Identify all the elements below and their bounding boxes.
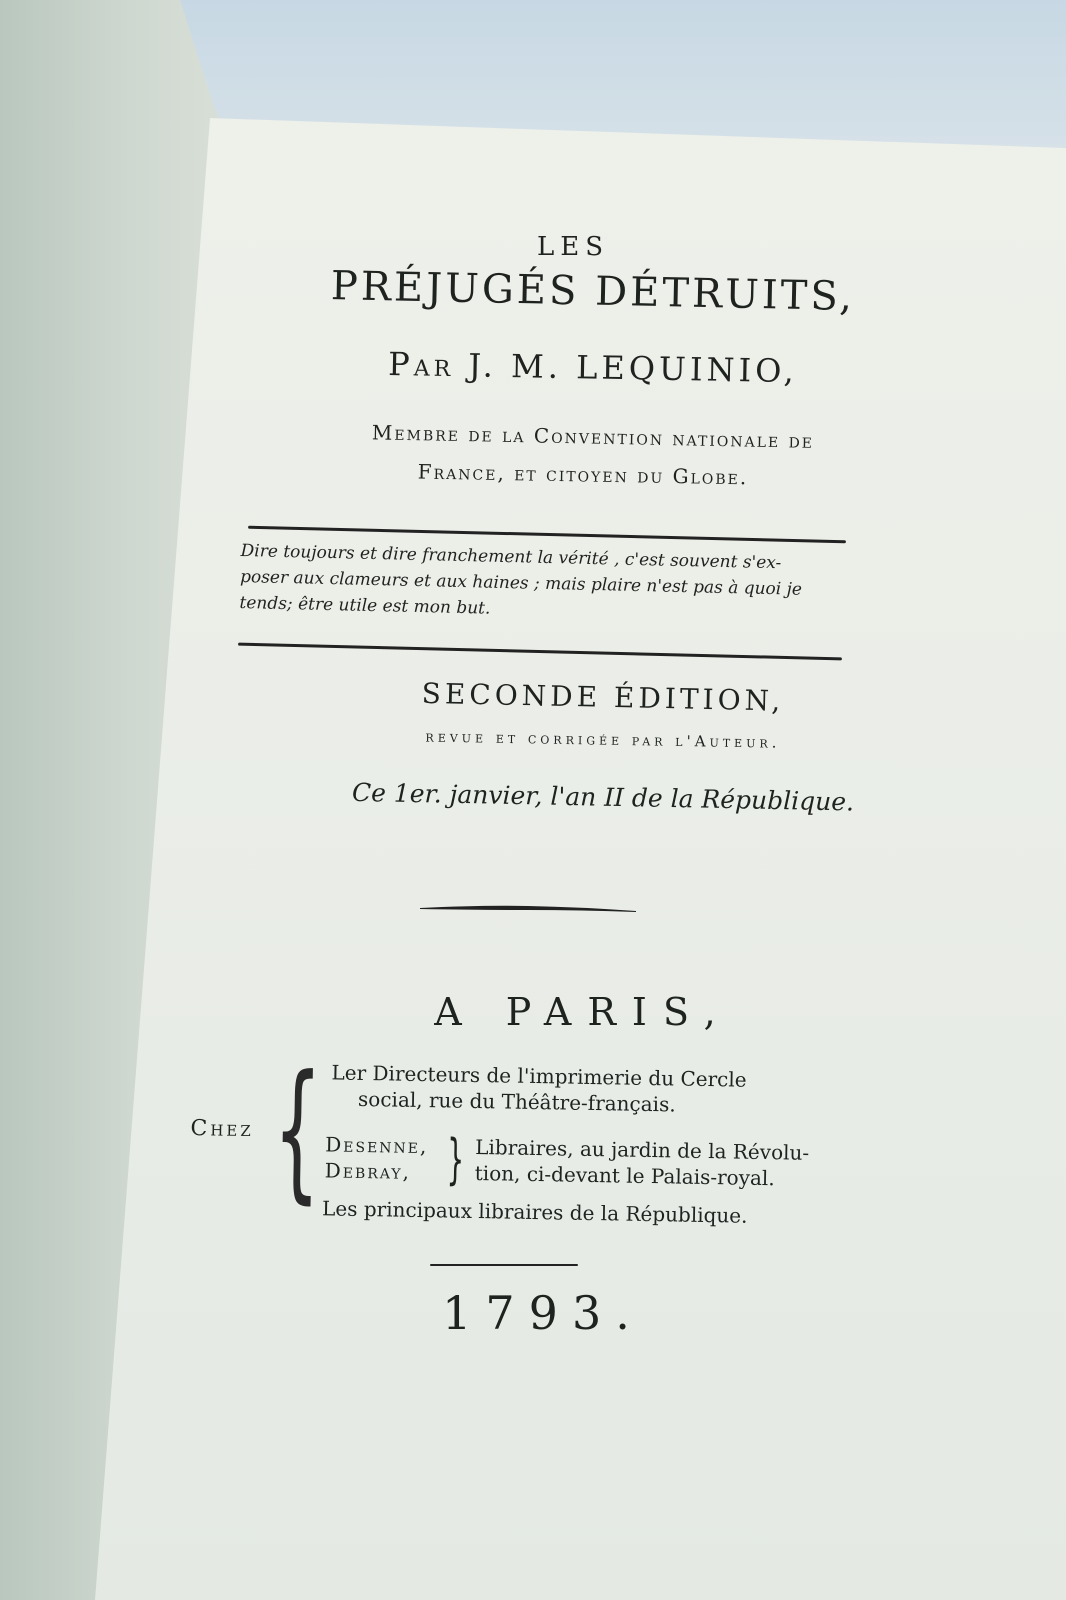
epigraph-line-2: poser aux clameurs et aux haines ; mais plaire n'est pas à quoi je bbox=[239, 566, 803, 600]
revision-line: revue et corrigée par l'Auteur. bbox=[425, 727, 781, 752]
imprint-block bbox=[183, 1043, 886, 1266]
bottom-rule bbox=[238, 643, 842, 661]
author-line: Par J. M. LEQUINIO, bbox=[387, 344, 799, 391]
chez-label: Chez bbox=[190, 1115, 255, 1143]
small-brace-icon: } bbox=[446, 1127, 465, 1191]
bookseller-description-2: tion, ci-devant le Palais-royal. bbox=[474, 1160, 775, 1191]
imprint-line-2: social, rue du Théâtre-français. bbox=[357, 1086, 676, 1117]
imprint-line-4: Les principaux libraires de la République. bbox=[321, 1196, 748, 1228]
bookseller-description-1: Libraires, au jardin de la Révolu- bbox=[475, 1134, 810, 1165]
place-of-publication: A PARIS, bbox=[434, 990, 732, 1034]
edition-line: SECONDE ÉDITION, bbox=[421, 676, 785, 718]
ornament-rule bbox=[420, 903, 636, 913]
brace-icon: { bbox=[271, 1043, 323, 1219]
author-affiliation-line-1: Membre de la Convention nationale de bbox=[371, 420, 815, 453]
bookseller-2: Debray, bbox=[324, 1158, 412, 1184]
publication-year: 1793. bbox=[442, 1286, 644, 1340]
book-title: PRÉJUGÉS DÉTRUITS, bbox=[330, 263, 856, 321]
author-affiliation-line-2: France, et citoyen du Globe. bbox=[417, 459, 749, 490]
imprint-line-1: Ler Directeurs de l'imprimerie du Cercle bbox=[331, 1060, 747, 1092]
date-line: Ce 1er. janvier, l'an II de la République. bbox=[351, 777, 855, 817]
epigraph-line-1: Dire toujours et dire franchement la vérité , c'est souvent s'ex- bbox=[240, 540, 782, 574]
title-prefix: LES bbox=[536, 232, 610, 262]
epigraph-line-3: tends; être utile est mon but. bbox=[239, 592, 491, 619]
bookseller-1: Desenne, bbox=[325, 1132, 429, 1159]
epigraph bbox=[239, 538, 861, 630]
year-rule bbox=[430, 1264, 578, 1266]
